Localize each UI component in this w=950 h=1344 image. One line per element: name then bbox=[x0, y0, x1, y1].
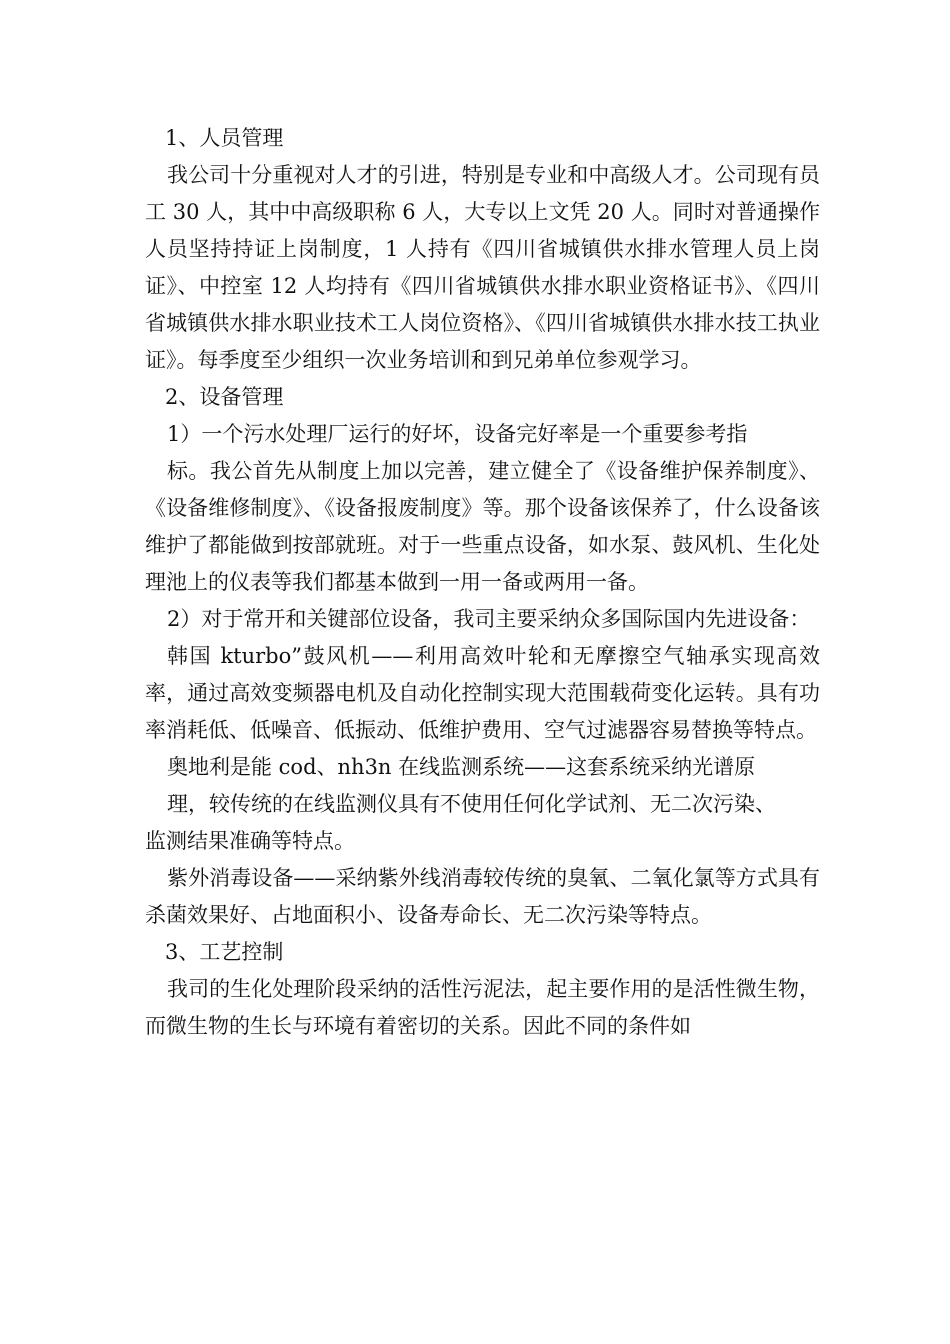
paragraph-equipment-2: 2）对于常开和关键部位设备，我司主要采纳众多国际国内先进设备： bbox=[167, 607, 811, 631]
paragraph-monitoring-line2: 理，较传统的在线监测仪具有不使用任何化学试剂、无二次污染、 bbox=[167, 792, 776, 816]
paragraph-blower: 韩国 kturbo”鼓风机——利用高效叶轮和无摩擦空气轴承实现高效率，通过高效变频器电机及自动化控制实现大范围载荷变化运转。具有功率消耗低、低噪音、低振动、低维护费用、空气过滤器容易替换等特点。 bbox=[145, 644, 820, 742]
section-heading-equipment: 2、设备管理 bbox=[165, 385, 284, 409]
paragraph-personnel: 我公司十分重视对人才的引进，特别是专业和中高级人才。公司现有员工 30 人，其中中高级职称 6 人，大专以上文凭 20 人。同时对普通操作人员坚持持证上岗制度，1 人持有《四川省城镇供水排水管理人员上岗证》、中控室 12 人均持有《四川省城镇供水排水职业资格证书》、《四川省城镇供水排水职业技术工人岗位资格》、《四川省城镇供水排水技工执业证》。每季度至少组织一次业务培训和到兄弟单位参观学习。 bbox=[145, 163, 820, 372]
section-heading-personnel: 1、人员管理 bbox=[165, 126, 284, 150]
section-heading-process: 3、工艺控制 bbox=[165, 940, 284, 964]
document-body bbox=[145, 120, 820, 1045]
paragraph-monitoring-line1: 奥地利是能 cod、nh3n 在线监测系统——这套系统采纳光谱原 bbox=[167, 755, 756, 779]
paragraph-equipment-1-rest: 标。我公首先从制度上加以完善，建立健全了《设备维护保养制度》、《设备维修制度》、《设备报废制度》等。那个设备该保养了，什么设备该维护了都能做到按部就班。对于一些重点设备，如水泵、鼓风机、生化处理池上的仪表等我们都基本做到一用一备或两用一备。 bbox=[145, 459, 820, 594]
paragraph-monitoring-line3: 监测结果准确等特点。 bbox=[145, 829, 355, 853]
paragraph-process: 我司的生化处理阶段采纳的活性污泥法，起主要作用的是活性微生物，而微生物的生长与环境有着密切的关系。因此不同的条件如 bbox=[145, 977, 820, 1038]
paragraph-equipment-1-line1: 1）一个污水处理厂运行的好坏，设备完好率是一个重要参考指 bbox=[167, 422, 748, 446]
paragraph-uv-disinfection: 紫外消毒设备——采纳紫外线消毒较传统的臭氧、二氧化氯等方式具有杀菌效果好、占地面积小、设备寿命长、无二次污染等特点。 bbox=[145, 866, 820, 927]
